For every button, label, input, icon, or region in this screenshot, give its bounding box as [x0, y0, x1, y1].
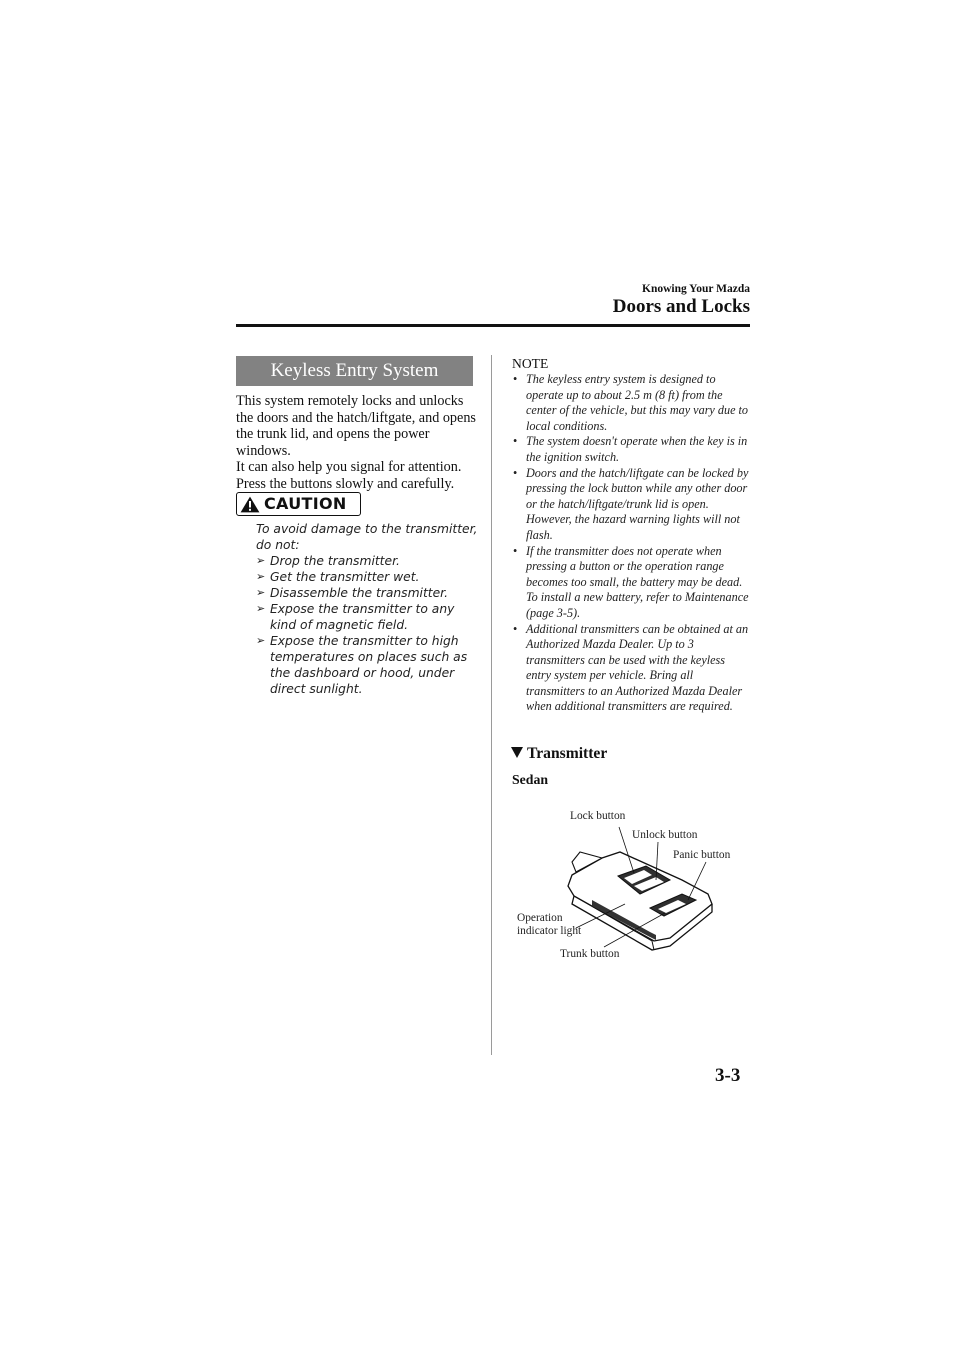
triangle-marker-icon: [511, 747, 523, 758]
header-rule: [236, 324, 750, 327]
caution-text: [256, 521, 478, 697]
note-heading: NOTE: [512, 356, 549, 371]
intro-paragraph: This system remotely locks and unlocks the doors and the hatch/liftgate, and opens the trunk lid, and opens the power windows.: [236, 393, 476, 459]
callout-panic-button: Panic button: [673, 849, 731, 861]
caution-item: ➢ Expose the transmitter to high temperatures on places such as the dashboard or hood, under direct sunlight.: [256, 633, 478, 697]
callout-lock-button: Lock button: [570, 810, 626, 822]
callout-operation-line1: Operation: [517, 912, 563, 924]
caution-list: [256, 553, 478, 697]
transmitter-illustration: [510, 800, 750, 970]
running-header-section: Knowing Your Mazda: [642, 283, 750, 295]
caution-lead: To avoid damage to the transmitter, do not:: [256, 522, 478, 552]
note-item: • The system doesn't operate when the key is in the ignition switch.: [512, 434, 752, 465]
note-item: • Doors and the hatch/liftgate can be locked by pressing the lock button while any other door or the hatch/liftgate/trunk lid is open. However, the hazard warning lights will not flash.: [512, 466, 752, 544]
intro-paragraph: It can also help you signal for attention. Press the buttons slowly and carefully.: [236, 459, 462, 492]
callout-operation-indicator: [517, 912, 581, 938]
key-fob-icon: [510, 800, 750, 970]
caution-item: ➢ Expose the transmitter to any kind of magnetic field.: [256, 601, 478, 633]
callout-trunk-button: Trunk button: [560, 948, 620, 960]
transmitter-heading-text: Transmitter: [527, 745, 608, 762]
caution-item: ➢ Get the transmitter wet.: [256, 569, 478, 585]
note-list: [512, 372, 752, 715]
callout-operation-line2: indicator light: [517, 925, 582, 937]
caution-item: ➢ Disassemble the transmitter.: [256, 585, 478, 601]
note-item: • The keyless entry system is designed to operate up to about 2.5 m (8 ft) from the center of the vehicle, but this may vary due to local conditions.: [512, 372, 752, 434]
sedan-label: Sedan: [512, 772, 549, 787]
intro-text: [236, 393, 482, 493]
note-item: • Additional transmitters can be obtained at an Authorized Mazda Dealer. Up to 3 transmitters can be used with the keyless entry system per vehicle. Bring all transmitters to an Authorized Mazda Dealer when additional transmitters are required.: [512, 622, 752, 716]
running-header-title: Doors and Locks: [612, 296, 750, 317]
column-divider: [491, 355, 492, 1055]
transmitter-heading: [511, 745, 607, 763]
note-item: • If the transmitter does not operate when pressing a button or the operation range becomes too small, the battery may be dead. To install a new battery, refer to Maintenance (page 3-5).: [512, 544, 752, 622]
section-heading-keyless-entry: Keyless Entry System: [236, 356, 473, 386]
caution-item: ➢ Drop the transmitter.: [256, 553, 478, 569]
page-number: 3-3: [715, 1065, 741, 1086]
warning-triangle-icon: [240, 496, 260, 513]
callout-unlock-button: Unlock button: [632, 829, 698, 841]
caution-label: CAUTION: [264, 494, 347, 513]
